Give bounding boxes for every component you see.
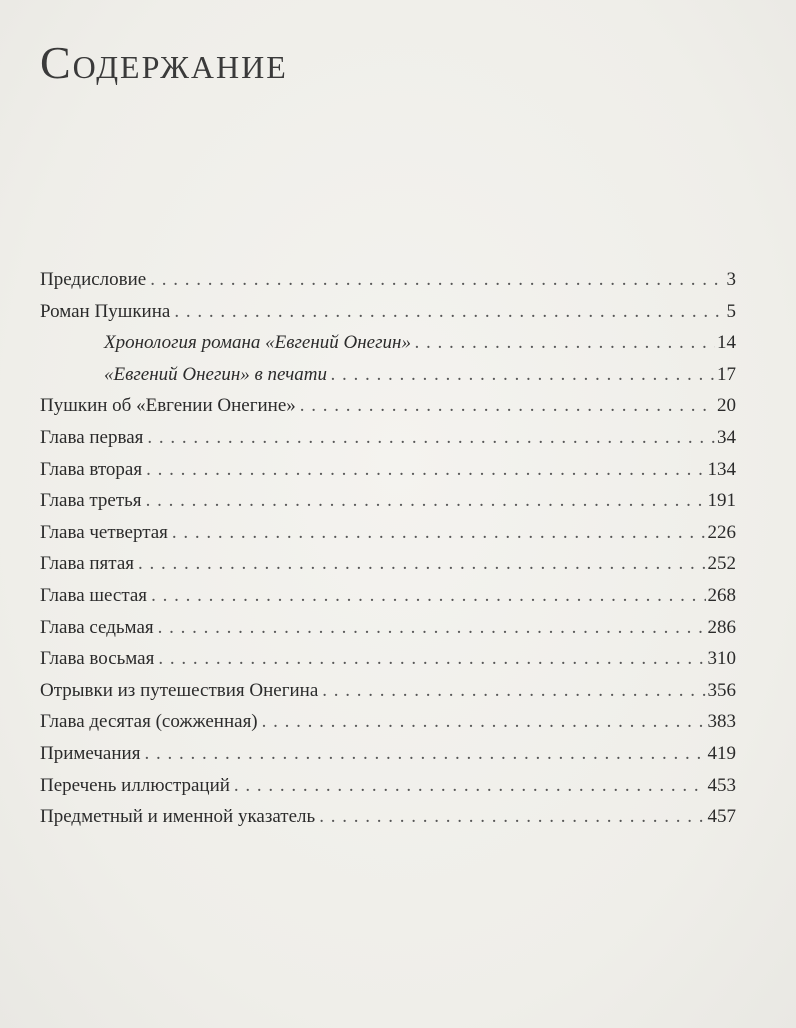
toc-entry-page: 20 <box>717 395 736 417</box>
toc-entry-label: Глава пятая <box>40 553 134 575</box>
toc-subentry[interactable] <box>40 327 736 359</box>
toc-entry[interactable] <box>40 612 736 644</box>
dot-leader <box>172 517 706 549</box>
toc-entry[interactable] <box>40 454 736 486</box>
toc-entry[interactable] <box>40 643 736 675</box>
toc-entry-label: Глава десятая (сожженная) <box>40 711 258 733</box>
dot-leader <box>319 801 705 833</box>
toc-entry-page: 14 <box>717 332 736 354</box>
toc-entry[interactable] <box>40 485 736 517</box>
toc-entry[interactable] <box>40 264 736 296</box>
dot-leader <box>144 738 705 770</box>
dot-leader <box>300 390 715 422</box>
dot-leader <box>150 264 724 296</box>
toc-entry-page: 34 <box>717 426 736 448</box>
toc-entry-label: Глава восьмая <box>40 648 155 670</box>
toc-entry-label: Глава первая <box>40 426 144 448</box>
dot-leader <box>138 548 706 580</box>
toc-entry-page: 191 <box>707 490 736 512</box>
table-of-contents <box>40 264 736 833</box>
toc-subentry[interactable] <box>40 359 736 391</box>
toc-entry-label: Глава шестая <box>40 584 148 606</box>
toc-entry-label: Глава третья <box>40 490 142 512</box>
toc-entry-label: «Евгений Онегин» в печати <box>104 363 328 385</box>
toc-entry-label: Отрывки из путешествия Онегина <box>40 679 319 701</box>
toc-entry-label: Перечень иллюстраций <box>40 774 230 796</box>
toc-entry[interactable] <box>40 770 736 802</box>
dot-leader <box>146 485 706 517</box>
toc-entry-label: Пушкин об «Евгении Онегине» <box>40 395 296 417</box>
toc-entry-page: 356 <box>707 679 736 701</box>
toc-entry-label: Примечания <box>40 742 141 764</box>
toc-entry-label: Глава седьмая <box>40 616 154 638</box>
toc-entry[interactable] <box>40 296 736 328</box>
toc-entry-page: 17 <box>717 363 736 385</box>
dot-leader <box>331 359 715 391</box>
dot-leader <box>158 612 706 644</box>
dot-leader <box>174 296 724 328</box>
page-title: Содержание <box>40 37 288 88</box>
toc-entry[interactable] <box>40 422 736 454</box>
toc-entry-label: Предисловие <box>40 269 147 290</box>
toc-entry-page: 5 <box>726 300 736 322</box>
dot-leader <box>322 675 705 707</box>
toc-entry-page: 457 <box>707 806 736 828</box>
toc-entry-page: 3 <box>726 269 736 290</box>
toc-entry[interactable] <box>40 738 736 770</box>
toc-entry-label: Глава вторая <box>40 458 143 480</box>
toc-entry-page: 268 <box>707 584 736 606</box>
toc-entry[interactable] <box>40 548 736 580</box>
toc-entry-page: 310 <box>707 648 736 670</box>
toc-entry[interactable] <box>40 675 736 707</box>
dot-leader <box>151 580 705 612</box>
toc-entry-page: 252 <box>707 553 736 575</box>
dot-leader <box>234 770 706 802</box>
toc-entry[interactable] <box>40 706 736 738</box>
dot-leader <box>158 643 705 675</box>
toc-entry[interactable] <box>40 580 736 612</box>
toc-entry-page: 134 <box>707 458 736 480</box>
toc-entry[interactable] <box>40 801 736 833</box>
toc-entry-page: 453 <box>707 774 736 796</box>
toc-entry-label: Глава четвертая <box>40 521 168 543</box>
toc-entry-label: Предметный и именной указатель <box>40 806 316 828</box>
toc-entry-page: 226 <box>707 521 736 543</box>
dot-leader <box>415 327 715 359</box>
toc-entry-label: Хронология романа «Евгений Онегин» <box>104 332 411 354</box>
dot-leader <box>262 706 706 738</box>
dot-leader <box>147 422 715 454</box>
toc-entry-page: 419 <box>707 742 736 764</box>
toc-entry-label: Роман Пушкина <box>40 300 171 322</box>
dot-leader <box>146 454 705 486</box>
toc-entry[interactable] <box>40 390 736 422</box>
toc-entry[interactable] <box>40 517 736 549</box>
toc-entry-page: 383 <box>707 711 736 733</box>
toc-entry-page: 286 <box>707 616 736 638</box>
